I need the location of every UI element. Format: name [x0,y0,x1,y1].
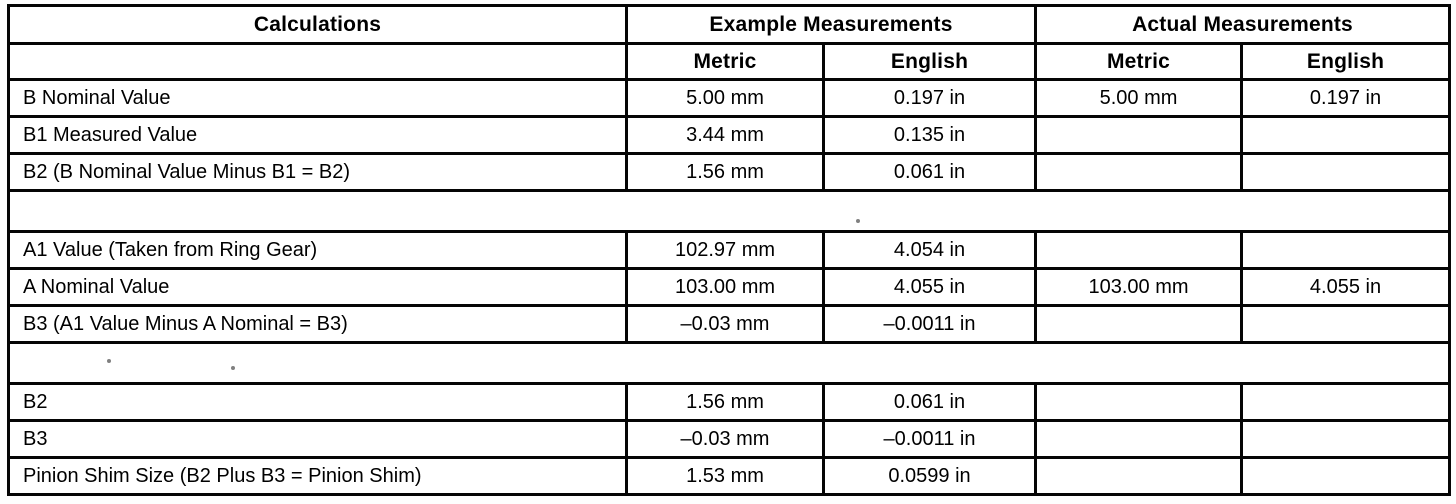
example-metric-value: 3.44 mm [627,117,824,154]
example-english-value: 4.055 in [824,269,1036,306]
spacer-row [9,191,1450,232]
row-label: B3 [9,421,627,458]
table-row-a1-value [9,232,1450,269]
row-label: B Nominal Value [9,80,627,117]
table-row-a-nominal [9,269,1450,306]
actual-english-value [1242,384,1450,421]
actual-metric-value [1036,154,1242,191]
actual-metric-value [1036,232,1242,269]
example-metric-value: 102.97 mm [627,232,824,269]
scan-speck-2 [231,366,235,370]
actual-english-value [1242,117,1450,154]
actual-metric-value [1036,117,1242,154]
spacer-row [9,343,1450,384]
example-english-value: 0.061 in [824,384,1036,421]
table-row-b2-calc [9,154,1450,191]
actual-english-value [1242,232,1450,269]
actual-metric-value: 5.00 mm [1036,80,1242,117]
spacer-cell [9,191,1450,232]
example-metric-value: –0.03 mm [627,421,824,458]
example-english-value: –0.0011 in [824,306,1036,343]
example-metric-value: 5.00 mm [627,80,824,117]
row-label: B2 [9,384,627,421]
scan-speck-1 [107,359,111,363]
row-label: B2 (B Nominal Value Minus B1 = B2) [9,154,627,191]
actual-english-value [1242,458,1450,495]
actual-metric-value: 103.00 mm [1036,269,1242,306]
example-metric-value: 103.00 mm [627,269,824,306]
example-english-value: 0.135 in [824,117,1036,154]
example-english-value: 4.054 in [824,232,1036,269]
header-example-measurements: Example Measurements [627,6,1036,44]
example-english-value: –0.0011 in [824,421,1036,458]
table-row-b3-summary [9,421,1450,458]
example-metric-value: 1.56 mm [627,154,824,191]
actual-english-value [1242,154,1450,191]
header-actual-english: English [1242,44,1450,80]
table-row-b1-measured [9,117,1450,154]
spacer-cell [9,343,1450,384]
row-label: B3 (A1 Value Minus A Nominal = B3) [9,306,627,343]
group-header-row [9,6,1450,44]
actual-english-value: 4.055 in [1242,269,1450,306]
row-label: A1 Value (Taken from Ring Gear) [9,232,627,269]
example-metric-value: 1.56 mm [627,384,824,421]
header-calculations: Calculations [9,6,627,44]
actual-english-value: 0.197 in [1242,80,1450,117]
header-example-metric: Metric [627,44,824,80]
row-label: Pinion Shim Size (B2 Plus B3 = Pinion Shim) [9,458,627,495]
example-english-value: 0.0599 in [824,458,1036,495]
row-label: A Nominal Value [9,269,627,306]
actual-english-value [1242,306,1450,343]
actual-english-value [1242,421,1450,458]
pinion-shim-calculation-table [7,4,1451,496]
sub-header-row [9,44,1450,80]
header-actual-metric: Metric [1036,44,1242,80]
row-label: B1 Measured Value [9,117,627,154]
header-actual-measurements: Actual Measurements [1036,6,1450,44]
example-english-value: 0.197 in [824,80,1036,117]
example-english-value: 0.061 in [824,154,1036,191]
actual-metric-value [1036,458,1242,495]
header-empty-cell [9,44,627,80]
example-metric-value: –0.03 mm [627,306,824,343]
table-row-pinion-shim-size [9,458,1450,495]
table-row-b2-summary [9,384,1450,421]
table-row-b3-calc [9,306,1450,343]
example-metric-value: 1.53 mm [627,458,824,495]
actual-metric-value [1036,421,1242,458]
actual-metric-value [1036,384,1242,421]
table-row-b-nominal [9,80,1450,117]
header-example-english: English [824,44,1036,80]
actual-metric-value [1036,306,1242,343]
scan-speck-3 [856,219,860,223]
